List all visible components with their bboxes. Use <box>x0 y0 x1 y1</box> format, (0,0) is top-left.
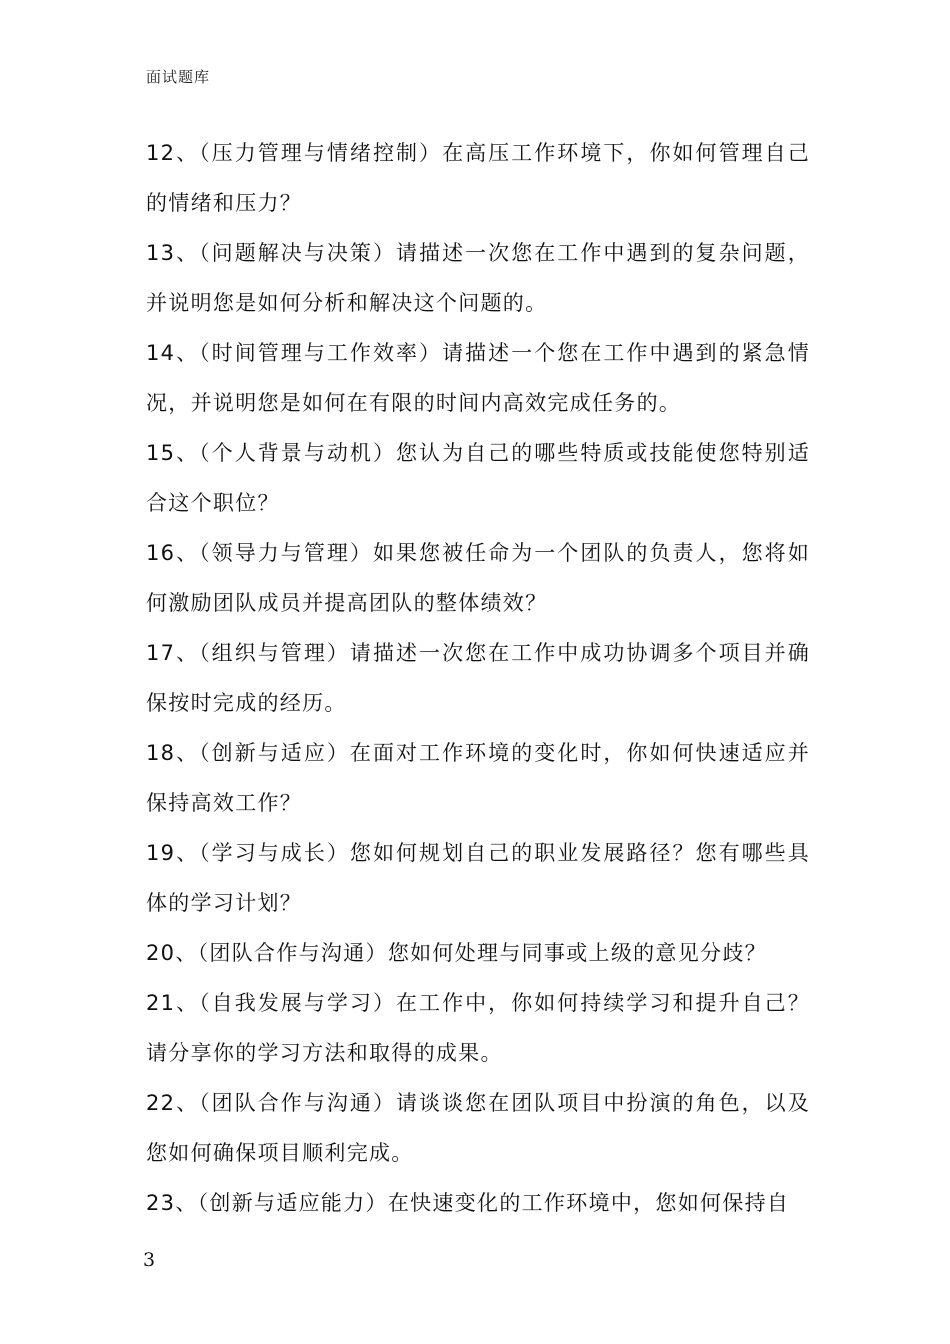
question-number: 21、 <box>146 991 200 1015</box>
question-item <box>146 1178 810 1228</box>
question-number: 13、 <box>146 241 200 265</box>
question-text: （创新与适应能力）在快速变化的工作环境中，您如何保持自 <box>197 1191 790 1215</box>
question-text: （学习与成长）您如何规划自己的职业发展路径？您有哪些具体的学习计划？ <box>146 841 810 915</box>
question-number: 12、 <box>146 141 200 165</box>
question-text: （问题解决与决策）请描述一次您在工作中遇到的复杂问题，并说明您是如何分析和解决这个问题的。 <box>146 241 810 315</box>
question-text: （个人背景与动机）您认为自己的哪些特质或技能使您特别适合这个职位？ <box>146 441 810 515</box>
question-item <box>146 728 810 828</box>
question-text: （时间管理与工作效率）请描述一个您在工作中遇到的紧急情况，并说明您是如何在有限的时间内高效完成任务的。 <box>146 341 810 415</box>
page-header-title: 面试题库 <box>146 68 211 86</box>
question-number: 20、 <box>146 941 198 965</box>
question-number: 14、 <box>146 341 200 365</box>
question-number: 18、 <box>146 741 200 765</box>
question-number: 17、 <box>146 641 200 665</box>
question-item <box>146 328 810 428</box>
question-item <box>146 128 810 228</box>
question-number: 22、 <box>146 1091 200 1115</box>
question-item <box>146 828 810 928</box>
question-text: （自我发展与学习）在工作中，你如何持续学习和提升自己？请分享你的学习方法和取得的成果。 <box>146 991 810 1065</box>
question-item <box>146 228 810 328</box>
question-item <box>146 978 810 1078</box>
question-text: （团队合作与沟通）您如何处理与同事或上级的意见分歧？ <box>197 941 767 965</box>
question-text: （团队合作与沟通）请谈谈您在团队项目中扮演的角色，以及您如何确保项目顺利完成。 <box>146 1091 810 1165</box>
question-item <box>146 1078 810 1178</box>
question-item <box>146 428 810 528</box>
question-text: （组织与管理）请描述一次您在工作中成功协调多个项目并确保按时完成的经历。 <box>146 641 810 715</box>
question-number: 16、 <box>146 541 200 565</box>
question-item <box>146 528 810 628</box>
question-item <box>146 628 810 728</box>
question-text: （压力管理与情绪控制）在高压工作环境下，你如何管理自己的情绪和压力？ <box>146 141 810 215</box>
question-text: （创新与适应）在面对工作环境的变化时，你如何快速适应并保持高效工作？ <box>146 741 810 815</box>
question-number: 15、 <box>146 441 200 465</box>
question-item <box>146 928 810 978</box>
question-list <box>146 128 810 1228</box>
question-number: 19、 <box>146 841 200 865</box>
page-number: 3 <box>143 1249 156 1271</box>
question-text: （领导力与管理）如果您被任命为一个团队的负责人，您将如何激励团队成员并提高团队的整体绩效？ <box>146 541 810 615</box>
question-number: 23、 <box>146 1191 198 1215</box>
